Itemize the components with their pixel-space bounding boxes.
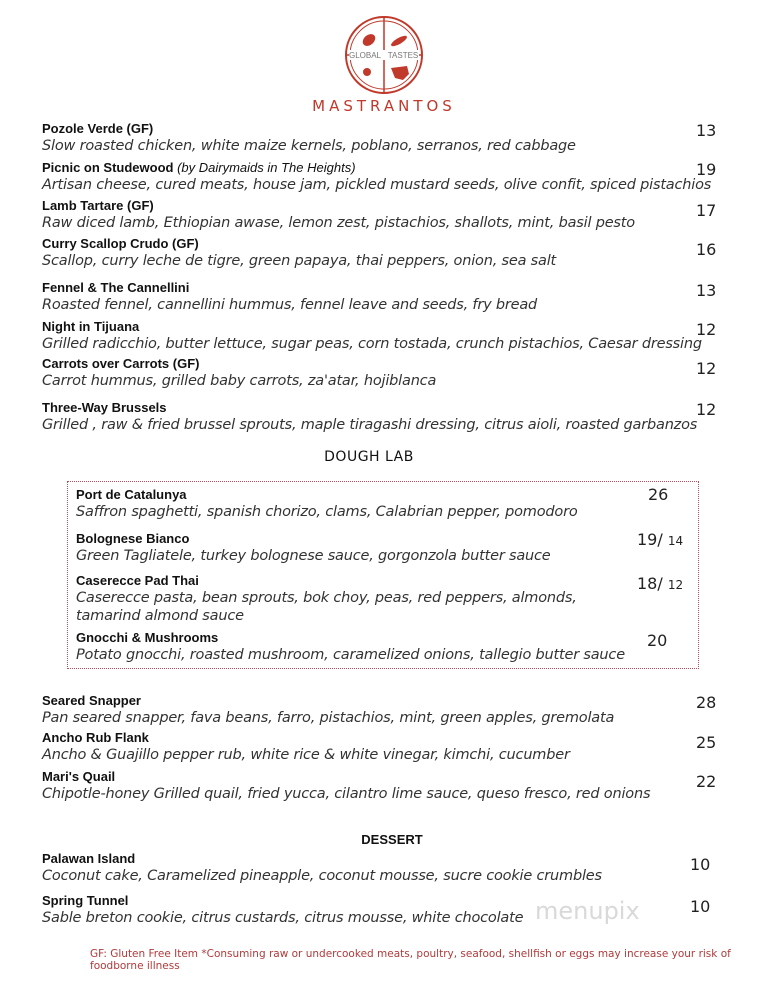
item-price: 28 (696, 693, 717, 712)
menu-item: Curry Scallop Crudo (GF) Scallop, curry leche de tigre, green papaya, thai peppers, onion, sea salt (42, 236, 557, 269)
item-price: 17 (696, 201, 717, 220)
item-price: 20 (647, 631, 668, 650)
item-price: 22 (696, 772, 717, 791)
item-price: 12 (696, 320, 717, 339)
menu-item: Gnocchi & Mushrooms Potato gnocchi, roasted mushroom, caramelized onions, tallegio butter sauce (76, 630, 625, 663)
item-price: 16 (696, 240, 717, 259)
menu-item: Picnic on Studewood (by Dairymaids in The Heights) Artisan cheese, cured meats, house jam, pickled mustard seeds, olive confit, spiced pistachios (42, 160, 712, 193)
section-heading-dessert: DESSERT (361, 832, 423, 847)
menu-item: Lamb Tartare (GF) Raw diced lamb, Ethiopian awase, lemon zest, pistachios, shallots, mint, basil pesto (42, 198, 635, 231)
menu-item: Ancho Rub Flank Ancho & Guajillo pepper rub, white rice & white vinegar, kimchi, cucumber (42, 730, 570, 763)
menu-item: Caserecce Pad Thai Caserecce pasta, bean sprouts, bok choy, peas, red peppers, almonds, tamarind almond sauce (76, 573, 577, 624)
menu-item: Seared Snapper Pan seared snapper, fava beans, farro, pistachios, mint, green apples, gremolata (42, 693, 615, 726)
menu-item: Carrots over Carrots (GF) Carrot hummus, grilled baby carrots, za'atar, hojiblanca (42, 356, 437, 389)
item-price: 19/ 14 (637, 530, 684, 549)
item-price: 10 (690, 897, 711, 916)
menu-item: Mari's Quail Chipotle-honey Grilled quail, fried yucca, cilantro lime sauce, queso fresco, red onions (42, 769, 651, 802)
menu-item: Palawan Island Coconut cake, Caramelized pineapple, coconut mousse, sucre cookie crumbles (42, 851, 602, 884)
global-tastes-logo (343, 14, 425, 96)
item-price: 10 (690, 855, 711, 874)
item-price: 12 (696, 359, 717, 378)
item-price: 13 (696, 281, 717, 300)
menu-item: Night in Tijuana Grilled radicchio, butter lettuce, sugar peas, corn tostada, crunch pistachios, Caesar dressing (42, 319, 702, 352)
footer-disclaimer: GF: Gluten Free Item *Consuming raw or undercooked meats, poultry, seafood, shellfish or eggs may increase your risk of foodborne illness (90, 948, 731, 972)
section-heading-dough-lab: DOUGH LAB (324, 449, 414, 465)
item-price: 19 (696, 160, 717, 179)
menu-item: Port de Catalunya Saffron spaghetti, spanish chorizo, clams, Calabrian pepper, pomodoro (76, 487, 578, 520)
item-price: 13 (696, 121, 717, 140)
item-price: 26 (648, 485, 669, 504)
item-price: 12 (696, 400, 717, 419)
menu-item: Bolognese Bianco Green Tagliatele, turkey bolognese sauce, gorgonzola butter sauce (76, 531, 551, 564)
menu-item: Spring Tunnel Sable breton cookie, citrus custards, citrus mousse, white chocolate (42, 893, 524, 926)
item-price: 18/ 12 (637, 574, 684, 593)
menu-item: Three-Way Brussels Grilled , raw & fried brussel sprouts, maple tiragashi dressing, citrus aioli, roasted garbanzos (42, 400, 698, 433)
item-price: 25 (696, 733, 717, 752)
svg-text:TASTES: TASTES (387, 51, 419, 60)
watermark: menupix (535, 897, 640, 925)
svg-text:GLOBAL: GLOBAL (348, 51, 382, 60)
restaurant-name: MASTRANTOS (312, 97, 456, 115)
menu-item: Pozole Verde (GF) Slow roasted chicken, white maize kernels, poblano, serranos, red cabbage (42, 121, 576, 154)
menu-item: Fennel & The Cannellini Roasted fennel, cannellini hummus, fennel leave and seeds, fry bread (42, 280, 538, 313)
